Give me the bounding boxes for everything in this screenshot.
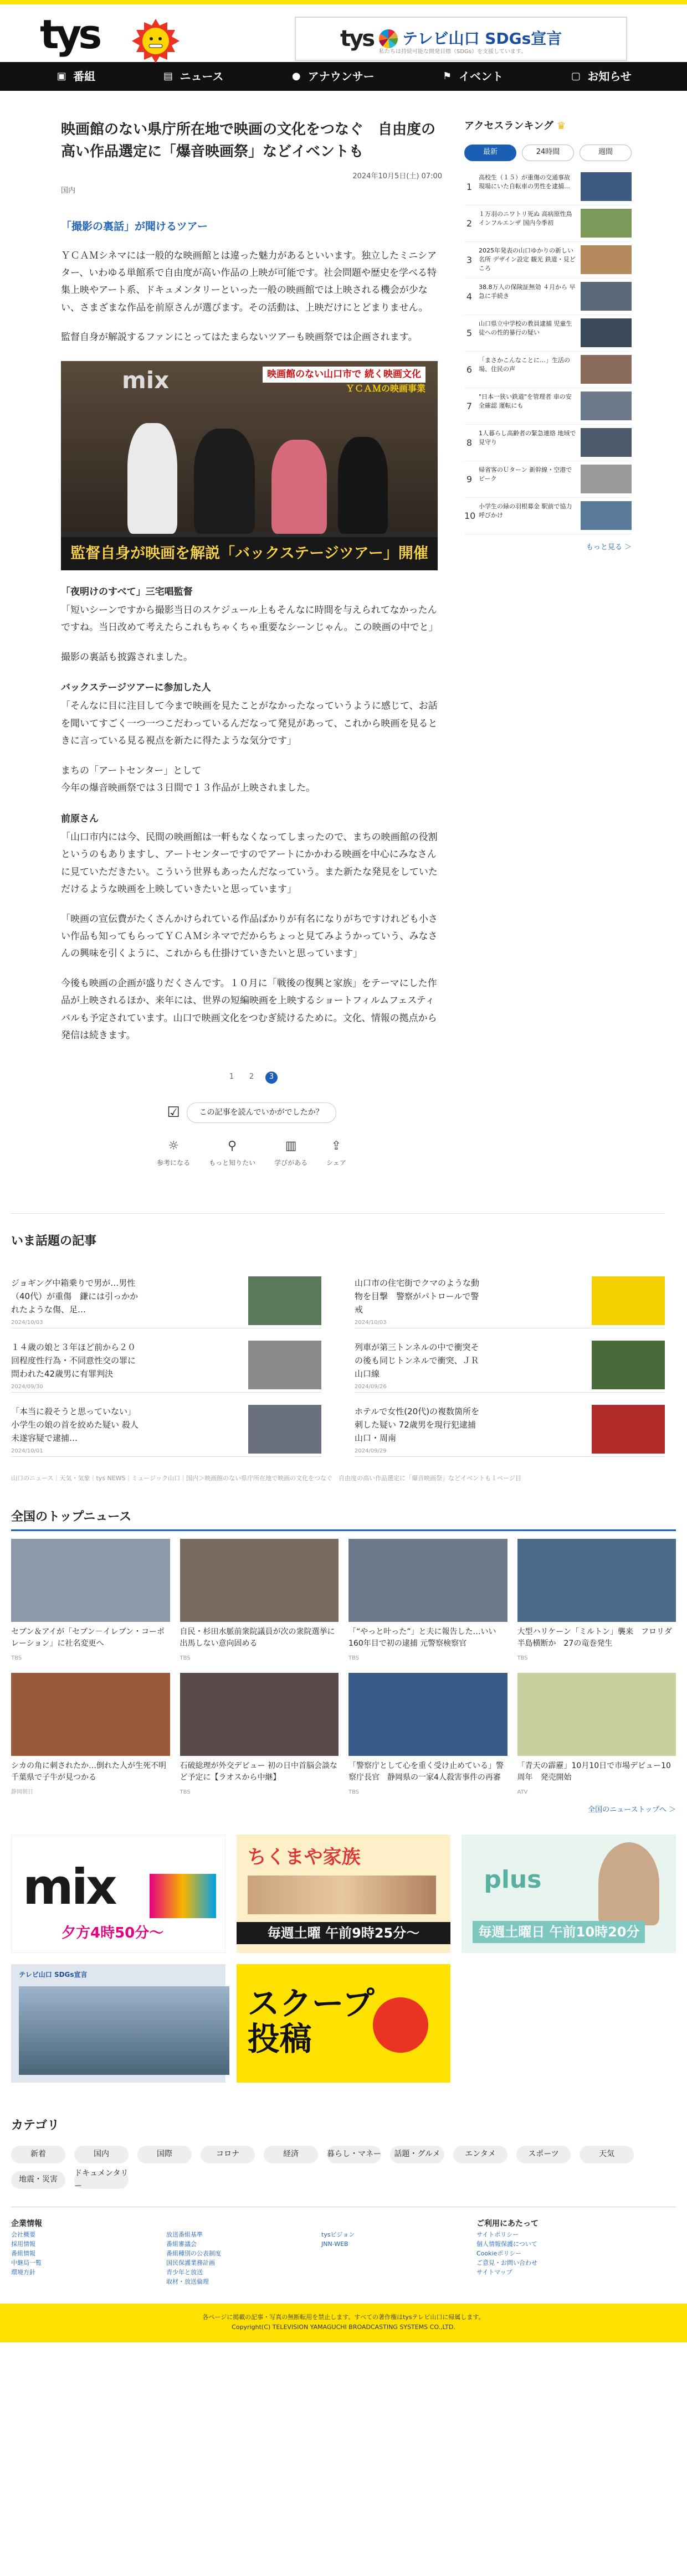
tab-latest[interactable]: 最新 bbox=[464, 145, 516, 161]
popular-item[interactable] bbox=[355, 1328, 665, 1393]
footer-link[interactable]: 採用情報 bbox=[11, 2240, 35, 2248]
popular-date: 2024/10/01 bbox=[11, 1447, 43, 1454]
news-source-name: TBS bbox=[348, 1789, 360, 1795]
ranking-title bbox=[464, 119, 632, 135]
hero-person bbox=[194, 429, 255, 534]
news-source bbox=[11, 1654, 170, 1663]
rank-number: 6 bbox=[466, 364, 473, 375]
hero-person bbox=[271, 440, 327, 534]
news-card[interactable] bbox=[180, 1673, 339, 1797]
mic-icon: ● bbox=[291, 70, 301, 82]
pagination bbox=[61, 1071, 442, 1084]
news-source-name: ATV bbox=[517, 1789, 528, 1795]
category-chip[interactable]: 地震・災害 bbox=[11, 2171, 65, 2189]
article-main bbox=[11, 91, 442, 1169]
rank-text: 小学生の緑の羽根募金 駅前で協力呼びかけ bbox=[479, 503, 572, 519]
nav-announcer[interactable] bbox=[290, 68, 375, 85]
site-header bbox=[0, 4, 687, 62]
footer-col-company bbox=[11, 2218, 166, 2287]
content-wrap bbox=[0, 91, 687, 1169]
news-source-name: TBS bbox=[517, 1655, 528, 1661]
footer-col-usage bbox=[476, 2218, 676, 2287]
popular-text-wrap bbox=[355, 1405, 484, 1454]
rank-text: 山口県立中学校の教員逮捕 児童生徒への性的暴行の疑い bbox=[479, 320, 572, 337]
popular-title: いま話題の記事 bbox=[11, 1234, 97, 1248]
category-list bbox=[11, 2146, 676, 2189]
popular-text-wrap bbox=[11, 1276, 139, 1326]
news-card[interactable] bbox=[348, 1673, 507, 1797]
footer-link[interactable]: 取材・放送倫理 bbox=[166, 2278, 209, 2286]
category-chip[interactable]: スポーツ bbox=[516, 2146, 571, 2163]
plus-banner-title: plus bbox=[484, 1866, 542, 1894]
rank-number: 5 bbox=[466, 327, 473, 338]
scoop-banner-title: スクープ投稿 bbox=[247, 1985, 375, 2058]
popular-thumbnail bbox=[592, 1405, 665, 1454]
news-source-name: TBS bbox=[180, 1655, 191, 1661]
ranking-item[interactable] bbox=[464, 205, 632, 242]
ranking-item[interactable] bbox=[464, 425, 632, 461]
hero-brand: mix bbox=[122, 366, 170, 394]
category-chip[interactable]: ドキュメンタリー bbox=[74, 2169, 129, 2191]
checklist-icon: ☑ bbox=[167, 1104, 180, 1121]
article-subhead: 「撮影の裏話」が聞けるツアー bbox=[61, 220, 208, 233]
rank-thumbnail bbox=[581, 501, 632, 530]
news-headline: 「青天の霹靂」10月10日で市場デビュー10周年 発売開始 bbox=[517, 1761, 671, 1782]
category-chip[interactable]: 話題・グルメ bbox=[390, 2146, 444, 2163]
copyright-text: Copyright(C) TELEVISION YAMAGUCHI BROADCASTING SYSTEMS CO.,LTD. bbox=[232, 2323, 455, 2331]
news-thumbnail bbox=[517, 1539, 676, 1622]
news-card[interactable] bbox=[11, 1673, 174, 1797]
page-link-1[interactable]: 1 bbox=[229, 1073, 234, 1081]
react-label: シェア bbox=[326, 1159, 346, 1167]
nav-label: お知らせ bbox=[587, 70, 632, 83]
reaction-buttons bbox=[61, 1136, 442, 1168]
sdgs-banner[interactable] bbox=[295, 17, 627, 61]
global-nav bbox=[0, 62, 687, 91]
flag-icon: ⚑ bbox=[443, 70, 452, 82]
national-news-grid bbox=[11, 1539, 676, 1797]
news-source-name: TBS bbox=[348, 1655, 360, 1661]
article-paragraph: 撮影の裏話も披露されました。 bbox=[61, 651, 193, 663]
sdgs-tys-logo: tys bbox=[340, 26, 374, 51]
rank-thumbnail bbox=[581, 428, 632, 457]
article-paragraph: 監督自身が解説するファンにとってはたまらないツアーも映画祭では企画されます。 bbox=[61, 332, 418, 343]
category-chip[interactable]: 天気 bbox=[580, 2146, 634, 2163]
article-date: 2024年10月5日(土) 07:00 bbox=[352, 172, 442, 181]
plus-banner-time: 毎週土曜日 午前10時20分 bbox=[473, 1921, 645, 1943]
plus-banner[interactable] bbox=[462, 1835, 676, 1953]
ranking-tabs bbox=[464, 145, 632, 161]
hero-person bbox=[338, 437, 388, 534]
footer-link[interactable]: 番組審議会 bbox=[166, 2240, 197, 2248]
news-source bbox=[517, 1788, 676, 1797]
popular-item[interactable] bbox=[355, 1393, 665, 1457]
popular-text: 列車が第三トンネルの中で衝突その後も同じトンネルで衝突、ＪＲ山口線 bbox=[355, 1342, 479, 1379]
popular-text-wrap bbox=[11, 1341, 139, 1390]
nav-event[interactable] bbox=[441, 68, 503, 85]
tab-24h[interactable]: 24時間 bbox=[522, 145, 574, 161]
hero-tag: 映画館のない山口市で 続く映画文化 bbox=[263, 367, 425, 383]
react-label: もっと知りたい bbox=[209, 1159, 256, 1167]
site-footer bbox=[0, 2207, 687, 2342]
ranking-list bbox=[464, 169, 632, 534]
popular-text-wrap bbox=[355, 1341, 482, 1390]
rank-number: 2 bbox=[466, 218, 473, 229]
popular-item[interactable] bbox=[11, 1328, 321, 1393]
mix-banner-time: 夕方4時50分～ bbox=[61, 1925, 164, 1942]
popular-text-wrap bbox=[355, 1276, 482, 1326]
mix-banner-art bbox=[150, 1874, 216, 1918]
sdgs-promo-photo bbox=[19, 1986, 229, 2075]
news-source bbox=[348, 1654, 507, 1663]
footer-link[interactable]: 番組種別の公表制度 bbox=[166, 2250, 221, 2258]
bulb-icon: ☼ bbox=[168, 1139, 179, 1153]
news-headline: シカの角に刺されたか…倒れた人が生死不明 千葉県で子牛が見つかる bbox=[11, 1761, 174, 1782]
mix-banner[interactable] bbox=[11, 1835, 225, 1953]
hero-person bbox=[127, 423, 177, 534]
news-card[interactable] bbox=[517, 1673, 676, 1797]
article-paragraph: まちの「アートセンター」として bbox=[61, 765, 202, 776]
quote-speaker: 「夜明けのすべて」三宅唱監督 bbox=[61, 586, 193, 597]
react-label: 学びがある bbox=[274, 1159, 308, 1167]
popular-text: １４歳の娘と３年ほど前から２０回程度性行為・不同意性交の罪に問われた42歳男に有罪判決 bbox=[11, 1342, 136, 1379]
footer-link-list bbox=[166, 2230, 321, 2286]
quote-text: 「短いシーンですから撮影当日のスケジュール上もそんなに時間を与えられてなかったんですね。当日改めて考えたらこれもちゃくちゃ重要なシーンじゃん。この映画の中でと」 bbox=[61, 604, 438, 633]
rank-thumbnail bbox=[581, 465, 632, 493]
footer-link[interactable]: tysビジョン bbox=[321, 2231, 355, 2239]
popular-item[interactable] bbox=[355, 1264, 665, 1328]
nav-programs[interactable] bbox=[55, 68, 95, 85]
news-source bbox=[348, 1788, 507, 1797]
info-icon: ▢ bbox=[571, 70, 581, 82]
national-news-title: 全国のトップニュース bbox=[11, 1507, 676, 1531]
footer-link[interactable]: ご意見・お問い合わせ bbox=[476, 2259, 537, 2267]
popular-date: 2024/09/29 bbox=[355, 1447, 387, 1454]
quote-text: 「映画の宣伝費がたくさんかけられている作品ばかりが有名になりがちですけれども小さい作品も知ってもらってＹＣＡＭシネマでだからちょっと見てみようかっていう、みなさんの興味を引くように、これからも仕掛けていきたいと思っています」 bbox=[61, 913, 438, 960]
rank-thumbnail bbox=[581, 209, 632, 238]
popular-thumbnail bbox=[248, 1405, 321, 1454]
copyright-bar bbox=[0, 2304, 687, 2342]
site-logo[interactable]: tys bbox=[40, 11, 99, 58]
news-icon: ▤ bbox=[163, 70, 173, 82]
quote-speaker: バックステージツアーに参加した人 bbox=[61, 682, 211, 694]
rank-number: 9 bbox=[466, 473, 473, 485]
category-chip[interactable]: 国際 bbox=[137, 2146, 192, 2163]
popular-section bbox=[11, 1213, 665, 1457]
sdgs-subtitle: 私たちは持続可能な開発目標（SDGs）を支援しています。 bbox=[379, 49, 527, 55]
article-paragraph: 今年の爆音映画祭では３日間で１３作品が上映されました。 bbox=[61, 782, 315, 794]
news-card[interactable] bbox=[11, 1539, 170, 1663]
news-source bbox=[180, 1654, 339, 1663]
popular-text: 「本当に殺そうと思っていない」小学生の娘の首を絞めた疑い 殺人未遂容疑で逮捕… bbox=[11, 1406, 139, 1443]
news-thumbnail bbox=[180, 1673, 339, 1756]
rank-text: 38.8万人の保険証無効 ４月から 早急に手続き bbox=[479, 284, 576, 300]
popular-thumbnail bbox=[592, 1341, 665, 1389]
popular-grid bbox=[11, 1264, 665, 1457]
kazoku-banner-photo bbox=[248, 1876, 436, 1914]
rank-text: 「まさかこんなことに…」生活の場、住民の声 bbox=[479, 357, 570, 373]
hero-tag: ＹＣＡＭの映画事業 bbox=[345, 383, 425, 394]
rank-number: 3 bbox=[466, 254, 473, 265]
footer-link[interactable]: JNN-WEB bbox=[321, 2240, 348, 2248]
popular-thumbnail bbox=[592, 1276, 665, 1325]
plus-banner-photo bbox=[598, 1842, 659, 1925]
rank-text: 帰省客のＵターン 新幹線・空港でピーク bbox=[479, 466, 572, 483]
footer-col-title: 企業情報 bbox=[11, 2219, 42, 2228]
news-headline: 「“やっと叶った”」と夫に報告した…いい 160年目で初の逮捕 元警察検察官 bbox=[348, 1627, 496, 1648]
footer-link-list bbox=[321, 2230, 476, 2249]
news-thumbnail bbox=[11, 1673, 170, 1756]
article-image bbox=[61, 361, 438, 570]
feedback-prompt bbox=[61, 1101, 442, 1125]
news-headline: 石破総理が外交デビュー 初の日中首脳会談など予定に【ラオスから中継】 bbox=[180, 1761, 337, 1782]
mascot-icon bbox=[129, 18, 183, 64]
nav-label: イベント bbox=[459, 70, 504, 83]
footer-links bbox=[11, 2207, 676, 2287]
popular-item[interactable] bbox=[11, 1264, 321, 1328]
category-title: カテゴリ bbox=[11, 2119, 60, 2133]
popular-date: 2024/10/03 bbox=[355, 1319, 387, 1326]
rank-number: 8 bbox=[466, 437, 473, 448]
footer-link[interactable]: 中継局一覧 bbox=[11, 2259, 42, 2267]
footer-link[interactable]: 国民保護業務計画 bbox=[166, 2259, 215, 2267]
ranking-item[interactable] bbox=[464, 315, 632, 352]
popular-thumbnail bbox=[248, 1276, 321, 1325]
top-accent-bar bbox=[0, 0, 687, 4]
ranking-item[interactable] bbox=[464, 279, 632, 315]
footer-link[interactable]: Cookieポリシー bbox=[476, 2250, 522, 2258]
rank-number: 10 bbox=[464, 510, 476, 521]
news-thumbnail bbox=[180, 1539, 339, 1622]
category-chip[interactable]: コロナ bbox=[201, 2146, 255, 2163]
rank-thumbnail bbox=[581, 318, 632, 347]
sdgs-promo-banner[interactable] bbox=[11, 1964, 225, 2083]
footer-col-programs bbox=[166, 2218, 321, 2287]
rank-text: 1人暮らし高齢者の緊急連絡 地域で見守り bbox=[479, 430, 576, 446]
banner-grid bbox=[11, 1835, 676, 2083]
ranking-title-text: アクセスランキング bbox=[464, 120, 553, 132]
news-headline: 自民・杉田水脈前衆院議員が次の衆院選挙に出馬しない意向固める bbox=[180, 1627, 335, 1648]
footer-link[interactable]: 会社概要 bbox=[11, 2231, 35, 2239]
footer-link[interactable]: サイトマップ bbox=[476, 2269, 512, 2276]
footer-link[interactable]: 個人情報保護について bbox=[476, 2240, 537, 2248]
footer-link-list bbox=[476, 2230, 676, 2277]
share-button[interactable] bbox=[326, 1136, 346, 1168]
quote-text: 「山口市内には今、民間の映画館は一軒もなくなってしまったので、まちの映画館の役割というのもありますし、アートセンターですのでアートにかかわる映画を中心にみなさんに見ていただきたい。こういう世界もあったんだなっていう。また新たな発見をしていただけるような映画を上映していきたいと思っています」 bbox=[61, 831, 438, 895]
footer-col-title: ご利用にあたって bbox=[476, 2219, 539, 2228]
news-card[interactable] bbox=[180, 1539, 339, 1663]
news-source-name: TBS bbox=[11, 1655, 22, 1661]
sdgs-title: テレビ山口 SDGs宣言 bbox=[402, 29, 562, 48]
article-paragraph: ＹＣＡＭシネマには一般的な映画館とは違った魅力があるといいます。独立したミニシアター、いわゆる単館系で自由度が高い作品の上映が可能です。社会問題や歴史を学べる特集上映やアート系、ドキュメンタリーといった一般の映画館では上映される機会が少ない、さまざまな作品を前原さんが選びます。その活動は、上映だけにとどまりません。 bbox=[61, 250, 437, 313]
ranking-item[interactable] bbox=[464, 242, 632, 279]
book-icon: ▥ bbox=[285, 1139, 297, 1153]
sidebar bbox=[442, 91, 632, 1169]
scoop-banner[interactable] bbox=[237, 1964, 451, 2083]
rank-text: 2025年発表の山口ゆかりの新しい名所 デザイン設定 観光 鉄道・見どころ bbox=[479, 247, 576, 272]
news-headline: 大型ハリケーン「ミルトン」襲来 フロリダ半島横断か 27の竜巻発生 bbox=[517, 1627, 672, 1648]
rank-thumbnail bbox=[581, 391, 632, 420]
category-chip[interactable]: 新着 bbox=[11, 2146, 65, 2163]
rank-text: １万羽のニワトリ死ぬ 高病原性鳥インフルエンザ 国内今季初 bbox=[479, 210, 572, 227]
mix-banner-title: mix bbox=[23, 1858, 115, 1916]
footer-link[interactable]: 青少年と放送 bbox=[166, 2269, 203, 2276]
popular-item[interactable] bbox=[11, 1393, 321, 1457]
ranking-item[interactable] bbox=[464, 461, 632, 498]
rank-thumbnail bbox=[581, 282, 632, 311]
kazoku-banner-time: 毎週土曜 午前9時25分～ bbox=[237, 1922, 451, 1944]
national-news-section bbox=[11, 1507, 676, 1816]
quote-speaker: 前原さん bbox=[61, 813, 99, 825]
ranking-item[interactable] bbox=[464, 388, 632, 425]
news-headline: セブン＆アイが「セブン－イレブン・コーポレーション」に社名変更へ bbox=[11, 1627, 165, 1648]
tab-weekly[interactable]: 週間 bbox=[580, 145, 632, 161]
search-icon: ⚲ bbox=[228, 1139, 237, 1153]
rank-thumbnail bbox=[581, 245, 632, 274]
rank-number: 1 bbox=[466, 181, 473, 192]
news-thumbnail bbox=[348, 1673, 507, 1756]
category-chip[interactable]: 暮らし・マネー bbox=[327, 2146, 381, 2163]
quote-text: 「そんなに目に注目して今まで映画を見たことがなかったなっていうように感じて、お話を聞いてすごく一つ一つこだわっているんだなって発見があって、これから映画を見るときに言っている見る視点を新たに得たような気分です」 bbox=[61, 700, 438, 747]
share-icon: ⇪ bbox=[331, 1139, 342, 1153]
footer-notice: 各ページに掲載の記事・写真の無断転用を禁止します。すべての著作権はtysテレビ山口に帰属します。 bbox=[202, 2313, 485, 2321]
page-link-3[interactable]: 3 bbox=[265, 1071, 278, 1084]
nav-news[interactable] bbox=[162, 68, 223, 85]
footer-link[interactable]: 放送番組基準 bbox=[166, 2231, 203, 2239]
ranking-item[interactable] bbox=[464, 352, 632, 388]
nav-label: ニュース bbox=[180, 70, 224, 83]
footer-link-list bbox=[11, 2230, 166, 2277]
feedback-label: この記事を読んでいかがでしたか？ bbox=[187, 1102, 336, 1122]
article-title: 映画館のない県庁所在地で映画の文化をつなぐ 自由度の高い作品選定に「爆音映画祭」などイベントも bbox=[61, 121, 436, 161]
rank-thumbnail bbox=[581, 355, 632, 384]
breadcrumb: 山口のニュース｜天気・気象｜tys NEWS｜ミュージック山口｜国内＞映画館のない県庁所在地で映画の文化をつなぐ 自由度の高い作品選定に「爆音映画祭」などイベントも１ページ目 bbox=[11, 1474, 521, 1482]
popular-date: 2024/10/03 bbox=[11, 1319, 43, 1326]
rank-text: "日本一狭い鉄道"を管理者 車の安全確認 運転にも bbox=[479, 393, 572, 410]
news-thumbnail bbox=[11, 1539, 170, 1622]
hero-caption: 監督自身が映画を解説「バックステージツアー」開催 bbox=[61, 537, 438, 570]
react-label: 参考になる bbox=[157, 1159, 191, 1167]
category-chip[interactable]: 経済 bbox=[264, 2146, 318, 2163]
news-source-name: TBS bbox=[180, 1789, 191, 1795]
news-thumbnail bbox=[517, 1673, 676, 1756]
scoop-mascot-icon bbox=[373, 1997, 428, 2053]
ranking-item[interactable] bbox=[464, 169, 632, 205]
nav-info[interactable] bbox=[570, 68, 631, 85]
page-link-2[interactable]: 2 bbox=[249, 1073, 254, 1081]
nav-label: アナウンサー bbox=[307, 70, 375, 83]
category-chip[interactable]: エンタメ bbox=[453, 2146, 507, 2163]
popular-date: 2024/09/26 bbox=[355, 1383, 387, 1390]
category-chip[interactable]: 国内 bbox=[74, 2146, 129, 2163]
news-card[interactable] bbox=[348, 1539, 507, 1663]
news-headline: 「警察庁として心を重く受け止めている」警察庁長官 静岡県の一家4人殺害事件の再審 bbox=[348, 1761, 504, 1782]
react-learn-button[interactable] bbox=[274, 1136, 307, 1168]
news-source bbox=[180, 1788, 339, 1797]
news-card[interactable] bbox=[517, 1539, 676, 1663]
popular-text: 山口市の住宅街でクマのような動物を目撃 警察がパトロールで警戒 bbox=[355, 1277, 480, 1315]
rank-number: 4 bbox=[466, 291, 473, 302]
popular-thumbnail bbox=[248, 1341, 321, 1389]
kazoku-banner[interactable] bbox=[237, 1835, 451, 1953]
tv-icon: ▣ bbox=[57, 70, 66, 82]
news-thumbnail bbox=[348, 1539, 507, 1622]
news-source-name: 静岡朝日 bbox=[11, 1789, 33, 1795]
ranking-item[interactable] bbox=[464, 498, 632, 534]
react-more-button[interactable] bbox=[209, 1136, 255, 1168]
footer-link[interactable]: 番組情報 bbox=[11, 2250, 35, 2258]
news-source bbox=[11, 1788, 170, 1797]
article-paragraph: 今後も映画の企画が盛りだくさんです。１０月に「戦後の復興と家族」をテーマにした作品が上映されるほか、来年には、世界の短編映画を上映するショートフィルムフェスティバルも予定されています。山口で映画文化をつむぎ続けるために。文化、情報の拠点から発信は続きます。 bbox=[61, 977, 437, 1042]
kazoku-banner-title: ちくまや家族 bbox=[247, 1846, 361, 1869]
rank-thumbnail bbox=[581, 172, 632, 201]
react-helpful-button[interactable] bbox=[157, 1136, 190, 1168]
sdgs-promo-title: テレビ山口 SDGs宣言 bbox=[19, 1971, 88, 1979]
rank-text: 高校生（１５）が重傷の交通事故 現場にいた自転車の男性を逮捕… bbox=[479, 174, 576, 190]
popular-text: ジョギング中箱乗りで男が…男性（40代）が重傷 鎌には引っかかれたような傷、足… bbox=[11, 1277, 139, 1315]
popular-date: 2024/09/30 bbox=[11, 1383, 43, 1390]
ranking-more-link[interactable]: もっと見る ＞ bbox=[586, 543, 632, 552]
footer-link[interactable]: サイトポリシー bbox=[476, 2231, 519, 2239]
article-category[interactable]: 国内 bbox=[61, 187, 76, 195]
popular-text-wrap bbox=[11, 1405, 139, 1454]
sdgs-wheel-icon bbox=[379, 29, 398, 48]
crown-icon: ♛ bbox=[556, 120, 566, 132]
footer-link[interactable]: 環境方針 bbox=[11, 2269, 35, 2276]
rank-number: 7 bbox=[466, 400, 473, 411]
news-source bbox=[517, 1654, 676, 1663]
national-news-more-link[interactable]: 全国のニューストップへ ＞ bbox=[588, 1805, 676, 1814]
nav-label: 番組 bbox=[73, 70, 96, 83]
footer-col-vision bbox=[321, 2218, 476, 2287]
category-section bbox=[11, 2116, 676, 2191]
popular-text: ホテルで女性(20代)の複数箇所を刺した疑い 72歳男を現行犯逮捕 山口・周南 bbox=[355, 1406, 484, 1443]
